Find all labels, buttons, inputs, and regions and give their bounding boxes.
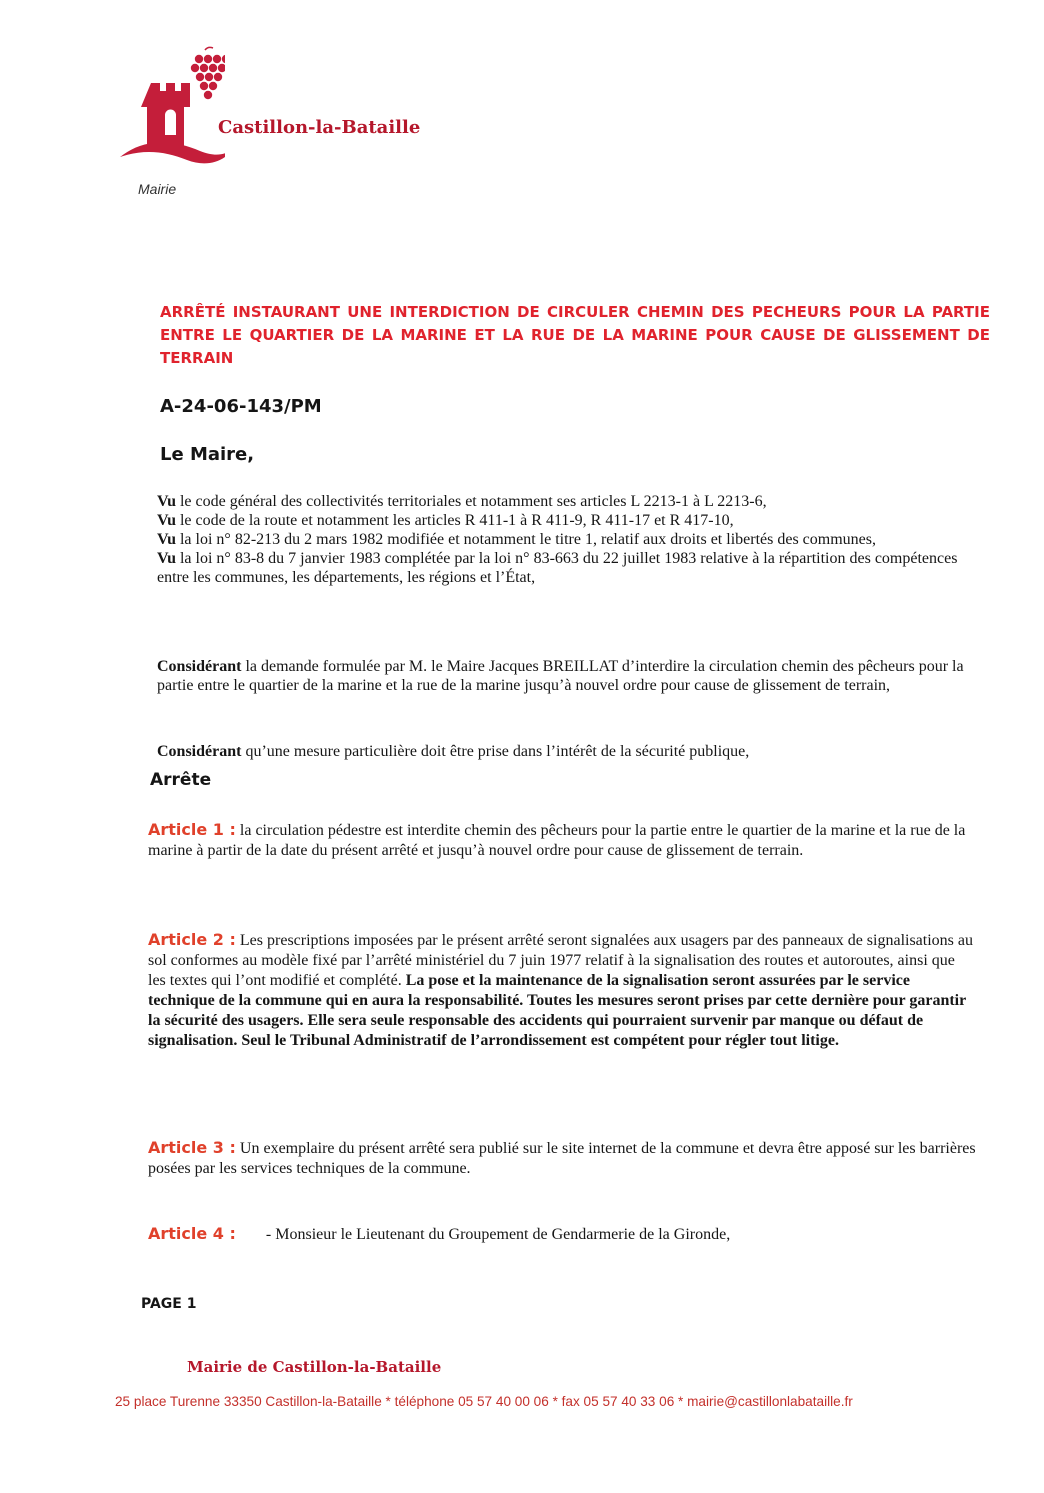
mairie-logo (115, 45, 445, 210)
article-text: - Monsieur le Lieutenant du Groupement de Gendarmerie de la Gironde, (265, 1226, 731, 1243)
footer-address: 25 place Turenne 33350 Castillon-la-Bataille * téléphone 05 57 40 00 06 * fax 05 57 40 33 06 * mairie@castillonlabataille.fr (115, 1394, 853, 1409)
vu-line: Vu le code de la route et notamment les articles R 411-1 à R 411-9, R 411-17 et R 417-10, (157, 512, 734, 529)
article-4 (148, 1224, 976, 1245)
footer-mairie-name: Mairie de Castillon-la-Bataille (187, 1358, 442, 1376)
article-1 (148, 820, 976, 861)
grapes-icon (191, 47, 225, 99)
article-label: Article 2 : (148, 930, 236, 949)
article-text: la circulation pédestre est interdite chemin des pêcheurs pour la partie entre le quartier de la marine et la rue de la marine à partir de la date du présent arrêté et jusqu’à nouvel ordre pour cause de glissement de terrain. (148, 822, 966, 859)
article-3 (148, 1138, 976, 1179)
considerant-paragraph: Considérant qu’une mesure particulière doit être prise dans l’intérêt de la sécurité publique, (157, 743, 750, 760)
article-label: Article 3 : (148, 1138, 236, 1157)
article-text: Les prescriptions imposées par le présent arrêté seront signalées aux usagers par des panneaux de signalisations au sol conformes au modèle fixé par l’arrêté ministériel du 7 juin 1977 relatif à la signalisation des routes et autoroutes, ainsi que les textes qui l’ont modifié et complété. (148, 932, 973, 989)
le-maire-heading: Le Maire, (160, 444, 255, 465)
article-text: Un exemplaire du présent arrêté sera publié sur le site internet de la commune et devra être apposé sur les barrières posées par les services techniques de la commune. (148, 1140, 976, 1177)
vu-line: Vu le code général des collectivités territoriales et notamment ses articles L 2213-1 à L 2213-6, (157, 493, 767, 510)
article-label: Article 1 : (148, 820, 236, 839)
vu-section (157, 492, 977, 587)
river-swoosh (120, 142, 225, 163)
page-number: PAGE 1 (141, 1296, 197, 1312)
article-bold-text: La pose et la maintenance de la signalisation seront assurées par le service technique de la commune qui en aura la responsabilité. Toutes les mesures seront prises par cette dernière pour garantir la sécurité des usagers. Elle sera seule responsable des accidents qui pourraient survenir par manque ou défaut de signalisation. Seul le Tribunal Administratif de l’arrondissement est compétent pour régler tout litige. (148, 972, 966, 1049)
castle-icon (141, 83, 190, 147)
article-label: Article 4 : (148, 1224, 236, 1243)
arrete-heading: Arrête (150, 770, 212, 790)
document-title: ARRÊTÉ INSTAURANT UNE INTERDICTION DE CIRCULER CHEMIN DES PECHEURS POUR LA PARTIE ENTRE LE QUARTIER DE LA MARINE ET LA RUE DE LA MARINE POUR CAUSE DE GLISSEMENT DE TERRAIN (160, 303, 990, 367)
article-2 (148, 930, 976, 1051)
vu-line: Vu la loi n° 83-8 du 7 janvier 1983 complétée par la loi n° 83-663 du 22 juillet 1983 relative à la répartition des compétences entre les communes, les départements, les régions et l’État, (157, 550, 958, 586)
considerant-paragraph: Considérant la demande formulée par M. le Maire Jacques BREILLAT d’interdire la circulation chemin des pêcheurs pour la partie entre le quartier de la marine et la rue de la marine jusqu’à nouvel ordre pour cause de glissement de terrain, (157, 658, 964, 694)
arrete-reference: A-24-06-143/PM (160, 396, 322, 417)
logo-town-name: Castillon-la-Bataille (218, 117, 421, 138)
logo-subtitle: Mairie (138, 181, 177, 197)
castle-grapes-emblem (115, 45, 225, 175)
vu-line: Vu la loi n° 82-213 du 2 mars 1982 modifiée et notamment le titre 1, relatif aux droits et libertés des communes, (157, 531, 876, 548)
